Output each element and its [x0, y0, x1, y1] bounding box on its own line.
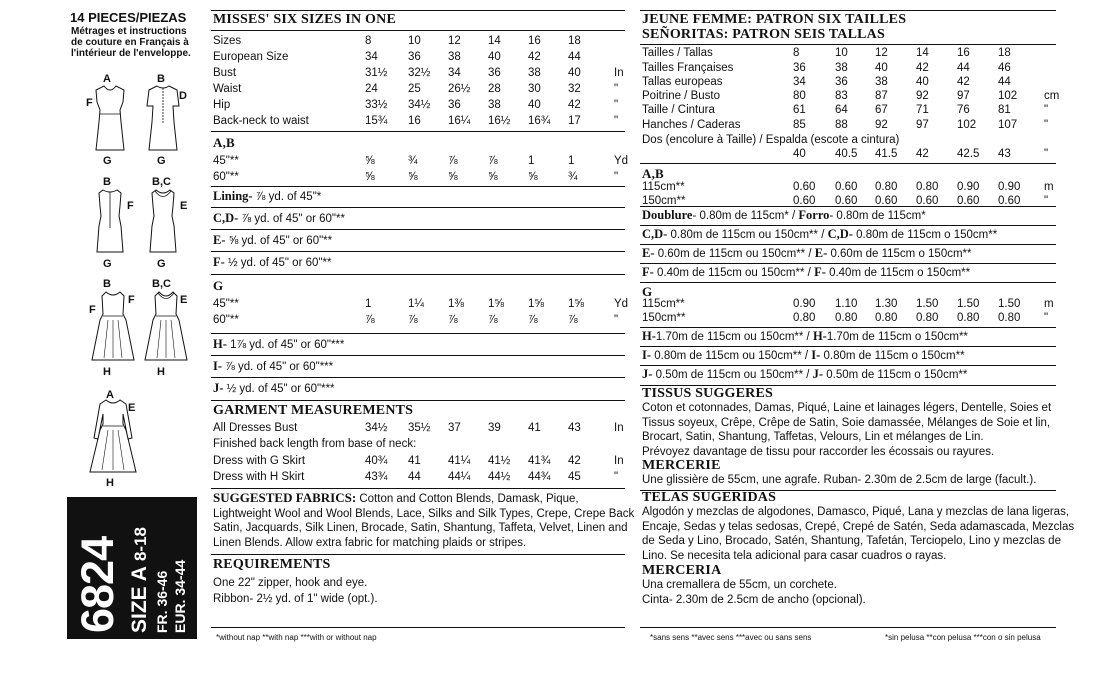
size-value: 34 [793, 76, 806, 88]
size-value: 24 [365, 83, 378, 95]
dress-full-skirt-sketch [90, 290, 136, 364]
size-value: 44 [568, 51, 581, 63]
size-value: ⅝ [365, 155, 375, 167]
row-label: 150cm** [642, 312, 686, 324]
row-label: Tailles Françaises [642, 62, 734, 74]
sketch-label: H [106, 477, 114, 489]
size-value: 1.30 [875, 298, 898, 310]
dress-sleeveless-back-sketch [90, 188, 130, 256]
garment-measurements-title: GARMENT MEASUREMENTS [213, 403, 414, 418]
size-value: 12 [448, 35, 461, 47]
size-value: 42.5 [957, 148, 980, 160]
sketch-label: B [103, 278, 111, 290]
row-label: Sizes [213, 35, 242, 47]
telas-title: TELAS SUGERIDAS [642, 490, 777, 505]
size-value: ⅝ [448, 171, 458, 183]
size-value: ⅞ [488, 155, 498, 167]
size-value: 0.60 [835, 181, 858, 193]
size-value: 0.90 [793, 298, 816, 310]
row-label: 115cm** [642, 181, 685, 193]
fr-e-yardage: E- 0.60m de 115cm ou 150cm** / E- 0.60m de 115cm o 150cm** [642, 246, 972, 260]
fr-view-ab-heading: A,B [642, 166, 664, 181]
sketch-label: G [157, 155, 166, 167]
size-value: 42 [916, 148, 929, 160]
size-value: 35½ [408, 422, 431, 434]
size-value: 97 [957, 90, 970, 102]
size-value: 8 [365, 35, 372, 47]
sketch-label: F [128, 294, 135, 306]
size-value: 61 [793, 104, 806, 116]
fr-size-range: FR. 36-46 [154, 570, 170, 633]
sketch-label: E [128, 402, 136, 414]
view-ab-heading: A,B [213, 135, 235, 150]
size-value: ⅝ [365, 171, 375, 183]
sketch-label: G [103, 258, 112, 270]
sketch-label: A [106, 389, 114, 401]
size-value: 16 [528, 35, 541, 47]
merceria-zipper: Una cremallera de 55cm, un corchete. [642, 579, 837, 591]
size-value: 38 [875, 76, 888, 88]
size-value: 0.80 [916, 181, 939, 193]
unit-label: " [614, 115, 619, 127]
english-title: MISSES' SIX SIZES IN ONE [213, 12, 396, 27]
size-value: 42 [568, 455, 581, 467]
cd-yardage: C,D- ⅞ yd. of 45" or 60"** [213, 211, 345, 225]
size-value: 0.90 [998, 181, 1021, 193]
size-value: 107 [998, 119, 1018, 131]
size-value: 41½ [488, 455, 511, 467]
size-value: 34½ [408, 99, 431, 111]
row-label: 115cm** [642, 298, 685, 310]
row-label: Hip [213, 99, 231, 111]
sketch-label: G [103, 155, 112, 167]
size-value: 0.60 [793, 181, 816, 193]
size-value: 87 [875, 90, 888, 102]
size-value: 18 [568, 35, 581, 47]
back-length-label: Dos (encolure à Taille) / Espalda (escote a cintura) [642, 134, 900, 146]
size-value: 1.50 [957, 298, 980, 310]
size-value: 0.80 [793, 312, 816, 324]
mercerie-title: MERCERIE [642, 458, 721, 473]
sketch-label: F [127, 200, 134, 212]
mercerie-text: Une glissière de 55cm, une agrafe. Ruban- 2.30m de 2.5cm de large (facult.). [642, 474, 1037, 486]
size-value: 40 [568, 67, 581, 79]
unit-label: " [614, 99, 619, 111]
size-value: 0.80 [998, 312, 1021, 324]
size-value: ¾ [568, 171, 578, 183]
size-value: 26½ [448, 83, 471, 95]
tissus-title: TISSUS SUGGERES [642, 386, 774, 401]
size-value: 0.80 [835, 312, 858, 324]
sketch-label: B [157, 73, 165, 85]
fr-j-yardage: J- 0.50m de 115cm ou 150cm** / J- 0.50m de 115cm o 150cm** [642, 367, 968, 381]
sketch-label: E [180, 200, 188, 212]
size-value: 36 [835, 76, 848, 88]
size-value: 0.90 [957, 181, 980, 193]
dress-back-sketch [143, 84, 183, 154]
size-value: 0.60 [793, 195, 816, 207]
size-value: 44½ [488, 471, 511, 483]
size-value: 16 [957, 47, 970, 59]
size-value: 25 [408, 83, 421, 95]
size-value: 37 [448, 422, 461, 434]
row-label: 60"** [213, 314, 239, 326]
size-value: 88 [835, 119, 848, 131]
row-label: 45"** [213, 298, 239, 310]
unit-label: In [614, 455, 624, 467]
dress-collar-back-sketch [143, 188, 183, 256]
size-value: ⅞ [488, 314, 498, 326]
sketch-label: H [157, 366, 165, 378]
row-label: Hanches / Caderas [642, 119, 741, 131]
size-value: 16¼ [448, 115, 471, 127]
size-value: 0.60 [916, 195, 939, 207]
unit-label: " [1044, 195, 1049, 207]
size-value: 80 [793, 90, 806, 102]
size-value: 1.50 [998, 298, 1021, 310]
size-value: 18 [998, 47, 1011, 59]
eur-size-range: EUR. 34-44 [172, 559, 188, 633]
row-label: All Dresses Bust [213, 422, 298, 434]
tissus-text: Coton et cotonnades, Damas, Piqué, Laine et lainages légers, Dentelle, Soies et Tissus soyeux, Crêpe, Crêpe de Satin, Soie damassée, Mélanges de Soie et lin, Brocart, Satin, Shantung, Taffetas, Velours, Lin et mélanges de Lin. Prévoyez davantage de tissu pour raccorder les écossais ou rayures. [642, 402, 1052, 458]
row-label: European Size [213, 51, 289, 63]
size-value: 85 [793, 119, 806, 131]
size-value: 40 [916, 76, 929, 88]
size-value: 67 [875, 104, 888, 116]
french-nap-footnote: *sans sens **avec sens ***avec ou sans sens [650, 633, 812, 642]
size-value: 10 [835, 47, 848, 59]
size-value: 36 [408, 51, 421, 63]
requirements-title: REQUIREMENTS [213, 557, 331, 572]
unit-label: " [614, 83, 619, 95]
size-value: 41.5 [875, 148, 898, 160]
sketch-label: D [179, 90, 187, 102]
size-value: 32 [568, 83, 581, 95]
h-yardage: H- 1⅞ yd. of 45" or 60"*** [213, 337, 345, 351]
e-yardage: E- ⅝ yd. of 45" or 60"** [213, 233, 333, 247]
size-value: 92 [875, 119, 888, 131]
size-value: 40 [875, 62, 888, 74]
size-value: 34 [365, 51, 378, 63]
unit-label: " [1044, 119, 1049, 131]
size-value: ⅞ [528, 314, 538, 326]
size-value: 44 [408, 471, 421, 483]
size-value: ⅞ [408, 314, 418, 326]
dress-full-skirt-collar-sketch [143, 290, 189, 364]
size-value: 44¾ [528, 471, 551, 483]
size-value: 0.60 [875, 195, 898, 207]
requirements-zipper: One 22" zipper, hook and eye. [213, 577, 368, 589]
sketch-label: H [103, 366, 111, 378]
size-value: ⅞ [448, 314, 458, 326]
french-title: JEUNE FEMME: PATRON SIX TAILLES [642, 12, 907, 27]
sketch-label: B,C [152, 278, 171, 290]
size-value: 43 [568, 422, 581, 434]
unit-label: cm [1044, 90, 1060, 102]
size-value: 0.80 [957, 312, 980, 324]
size-value: 34 [448, 67, 461, 79]
row-label: Tallas europeas [642, 76, 723, 88]
size-value: 8 [793, 47, 800, 59]
size-value: ⅝ [408, 171, 418, 183]
size-value: 1¼ [408, 298, 424, 310]
size-value: 1.10 [835, 298, 858, 310]
pattern-number-block [67, 497, 197, 639]
size-value: 39 [488, 422, 501, 434]
fr-h-yardage: H-1.70m de 115cm ou 150cm** / H-1.70m de 115cm o 150cm** [642, 329, 968, 343]
size-value: 30 [528, 83, 541, 95]
size-value: 42 [568, 99, 581, 111]
size-value: 31½ [365, 67, 388, 79]
telas-text: Algodón y mezclas de algodones, Damasco, Piqué, Lana y mezclas de lana ligeras, Encaje, Sedas y telas sedosas, Crepé, Crepé de Satén, Seda adamascada, Mezclas de Seda y Lino, Brocado, Satén, Shantung, Tafetán, Terciopelo, Lino y mezclas de Lino. Se necesita tela adicional para casar cuadros o rayas. [642, 506, 1075, 562]
unit-label: Yd [614, 298, 629, 310]
sketch-label: G [157, 258, 166, 270]
size-value: 102 [998, 90, 1018, 102]
suggested-fabrics: SUGGESTED FABRICS: Cotton and Cotton Blends, Damask, Pique, Lightweight Wool and Wool Blends, Lace, Silks and Silk Types, Crepe, Crepe Back Satin, Jacquards, Silk Linen, Brocade, Satin, Shantung, Taffeta, Velvet, Linen and Linen Blends. Allow extra fabric for matching plaids or stripes. [213, 490, 635, 549]
size-value: ⅞ [448, 155, 458, 167]
size-value: 0.80 [875, 181, 898, 193]
pieces-count: 14 PIECES/PIEZAS [70, 10, 187, 25]
merceria-ribbon: Cinta- 2.30m de 2.5cm de ancho (opcional). [642, 594, 866, 606]
size-value: 1.50 [916, 298, 939, 310]
view-g-heading: G [213, 278, 224, 293]
size-value: 0.60 [835, 195, 858, 207]
size-value: 12 [875, 47, 888, 59]
row-label: Waist [213, 83, 242, 95]
f-yardage: F- ½ yd. of 45" or 60"** [213, 255, 332, 269]
size-value: ⅝ [528, 171, 538, 183]
fr-view-g-heading: G [642, 284, 653, 299]
sketch-label: F [86, 97, 93, 109]
size-value: 34½ [365, 422, 388, 434]
lining-yardage: Lining- ⅞ yd. of 45"* [213, 189, 322, 203]
unit-label: " [1044, 148, 1049, 160]
unit-label: " [1044, 312, 1049, 324]
size-value: 1⅝ [488, 298, 504, 310]
size-value: 0.80 [916, 312, 939, 324]
size-value: 32½ [408, 67, 431, 79]
size-value: 38 [448, 51, 461, 63]
size-value: 17 [568, 115, 581, 127]
sketch-label: B,C [152, 176, 171, 188]
sketch-label: F [89, 304, 96, 316]
size-value: 1 [568, 155, 575, 167]
size-value: 10 [408, 35, 421, 47]
size-label: SIZE A 8-18 [128, 527, 151, 633]
size-value: 16½ [488, 115, 511, 127]
row-label: Poitrine / Busto [642, 90, 720, 102]
size-value: 81 [998, 104, 1011, 116]
fr-i-yardage: I- 0.80m de 115cm ou 150cm** / I- 0.80m de 115cm o 150cm** [642, 348, 965, 362]
i-yardage: I- ⅞ yd. of 45" or 60"*** [213, 359, 334, 373]
size-value: 0.60 [998, 195, 1021, 207]
size-value: ¾ [408, 155, 418, 167]
size-value: 0.80 [875, 312, 898, 324]
size-value: 42 [528, 51, 541, 63]
size-value: 40 [793, 148, 806, 160]
size-value: 46 [998, 62, 1011, 74]
sketch-label: A [103, 73, 111, 85]
size-value: 97 [916, 119, 929, 131]
size-value: 44 [998, 76, 1011, 88]
size-value: 64 [835, 104, 848, 116]
english-nap-footnote: *without nap **with nap ***with or without nap [216, 633, 377, 642]
size-value: 102 [957, 119, 977, 131]
size-value: 40¾ [365, 455, 388, 467]
merceria-title: MERCERIA [642, 563, 722, 578]
size-value: 38 [488, 99, 501, 111]
size-value: 1⅜ [448, 298, 464, 310]
row-label: Dress with H Skirt [213, 471, 305, 483]
doublure-forro: Doublure- 0.80m de 115cm* / Forro- 0.80m de 115cm* [642, 208, 926, 222]
size-value: 41¼ [448, 455, 471, 467]
size-value: 42 [957, 76, 970, 88]
unit-label: m [1044, 181, 1054, 193]
unit-label: In [614, 67, 624, 79]
fr-cd-yardage: C,D- 0.80m de 115cm ou 150cm** / C,D- 0.80m de 115cm o 150cm** [642, 227, 998, 241]
size-value: 83 [835, 90, 848, 102]
size-value: 38 [835, 62, 848, 74]
french-instructions-note: Métrages et instructions de couture en Français à l'intérieur de l'enveloppe. [71, 26, 191, 59]
row-label: Dress with G Skirt [213, 455, 306, 467]
size-value: 16 [408, 115, 421, 127]
size-value: 45 [568, 471, 581, 483]
unit-label: In [614, 422, 624, 434]
row-label: Tailles / Tallas [642, 47, 713, 59]
row-label: Back-neck to waist [213, 115, 309, 127]
fr-f-yardage: F- 0.40m de 115cm ou 150cm** / F- 0.40m de 115cm o 150cm** [642, 265, 971, 279]
size-value: 36 [448, 99, 461, 111]
size-value: 43 [998, 148, 1011, 160]
size-value: 1⅝ [568, 298, 584, 310]
requirements-ribbon: Ribbon- 2½ yd. of 1" wide (opt.). [213, 593, 378, 605]
row-label: 60"** [213, 171, 239, 183]
size-value: 76 [957, 104, 970, 116]
unit-label: " [614, 171, 619, 183]
size-value: 43¾ [365, 471, 388, 483]
size-value: 28 [488, 83, 501, 95]
size-value: 15¾ [365, 115, 388, 127]
size-value: 36 [793, 62, 806, 74]
spanish-title: SEÑORITAS: PATRON SEIS TALLAS [642, 27, 885, 42]
size-value: 92 [916, 90, 929, 102]
row-label: Taille / Cintura [642, 104, 715, 116]
size-value: 41 [528, 422, 541, 434]
dress-front-sketch [90, 84, 130, 154]
sketch-label: B [103, 176, 111, 188]
row-label: Bust [213, 67, 237, 79]
row-label: 150cm** [642, 195, 686, 207]
size-value: 1 [528, 155, 535, 167]
row-label: 45"** [213, 155, 239, 167]
size-value: 33½ [365, 99, 388, 111]
size-value: 40 [528, 99, 541, 111]
size-value: 40 [488, 51, 501, 63]
size-value: 38 [528, 67, 541, 79]
unit-label: m [1044, 298, 1054, 310]
size-value: ⅞ [365, 314, 375, 326]
unit-label: " [614, 314, 619, 326]
size-value: ⅞ [568, 314, 578, 326]
size-value: 36 [488, 67, 501, 79]
unit-label: " [614, 471, 619, 483]
size-value: 71 [916, 104, 929, 116]
size-value: 14 [916, 47, 929, 59]
size-value: 40.5 [835, 148, 858, 160]
size-value: 42 [916, 62, 929, 74]
size-value: 41 [408, 455, 421, 467]
size-value: 44¼ [448, 471, 471, 483]
j-yardage: J- ½ yd. of 45" or 60"*** [213, 381, 335, 395]
dress-long-sleeve-sketch [88, 398, 138, 476]
size-value: 1⅝ [528, 298, 544, 310]
size-value: 0.60 [957, 195, 980, 207]
size-value: 14 [488, 35, 501, 47]
unit-label: Yd [614, 155, 629, 167]
size-value: ⅝ [488, 171, 498, 183]
size-value: 41¾ [528, 455, 551, 467]
size-value: 1 [365, 298, 372, 310]
pattern-number: 6824 [72, 536, 123, 633]
unit-label: " [1044, 104, 1049, 116]
size-value: 44 [957, 62, 970, 74]
finished-back-length-note: Finished back length from base of neck: [213, 438, 417, 450]
size-value: 16¾ [528, 115, 551, 127]
spanish-nap-footnote: *sin pelusa **con pelusa ***con o sin pelusa [885, 633, 1041, 642]
sketch-label: E [180, 294, 188, 306]
